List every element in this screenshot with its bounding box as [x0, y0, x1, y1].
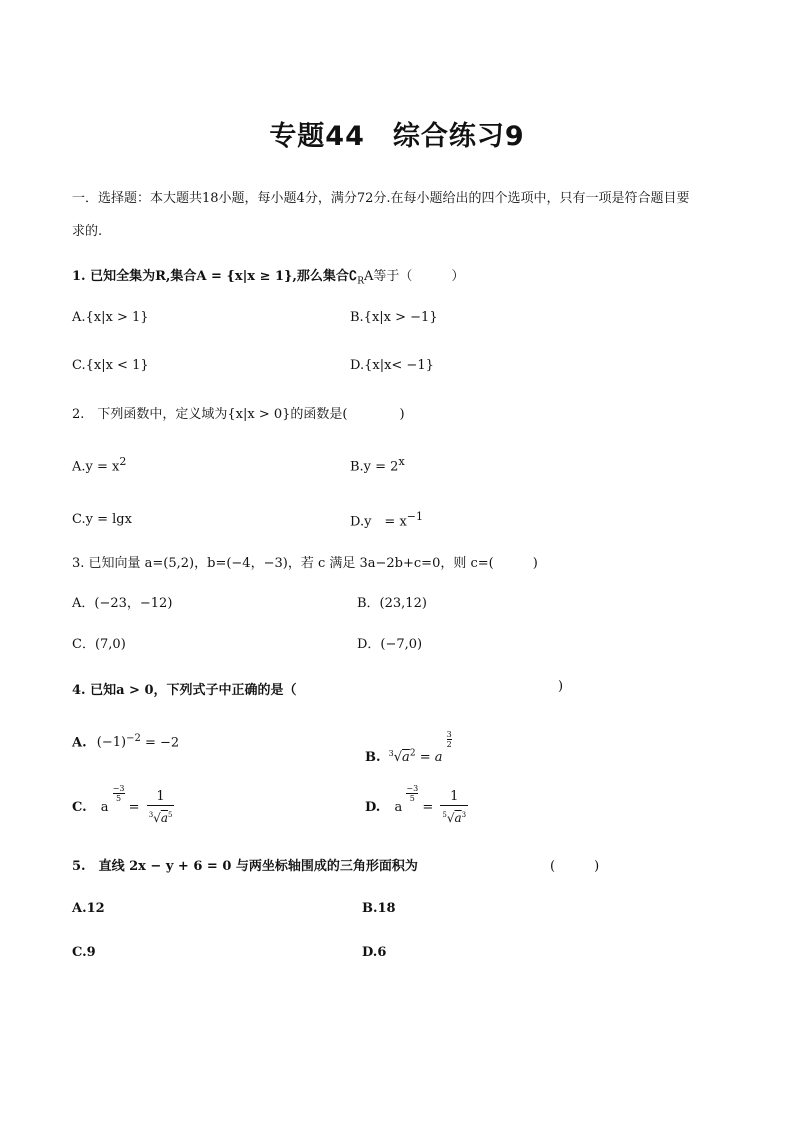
q4-b-radicand: a — [402, 750, 410, 765]
q1-stem-end: A等于（ ） — [363, 269, 465, 284]
q4-d-exp — [406, 784, 418, 803]
q4-option-c: C. a $\frac{-3}{5}$ = $\frac{1}{^3√a^5}$ — [72, 784, 173, 825]
q4-a-base: (−1) — [96, 735, 127, 751]
q1-option-b: B.{x|x > −1} — [350, 310, 438, 325]
q4-a-label: A. — [72, 735, 87, 751]
q4-d-base: a — [394, 800, 403, 815]
radical-icon: √ — [393, 750, 403, 765]
q1-stem — [72, 265, 464, 287]
q4-c-num: 1 — [147, 789, 175, 806]
q2-b-base: B.y = 2 — [350, 459, 399, 475]
q4-c-label: C. — [72, 800, 87, 815]
q4-a-exp: −2 — [126, 733, 141, 744]
q5-option-c: C.9 — [72, 945, 96, 960]
q2-a-base: A.y = x — [72, 459, 120, 475]
q4-b-rhs: a — [434, 750, 443, 765]
q4-b-root-index: 3 — [388, 748, 394, 758]
q2-d-base: D.y = x — [350, 514, 407, 530]
intro-line-2: 求的. — [72, 224, 103, 239]
q2-option-c: C.y = lgx — [72, 512, 132, 527]
q2-option-b — [350, 455, 405, 474]
q4-b-rhs-exp — [447, 730, 452, 749]
q4-d-exp-den: 5 — [409, 794, 415, 803]
intro-line-1: 一．选择题：本大题共18小题，每小题4分，满分72分.在每小题给出的四个选项中，只有一项是符合题目要 — [72, 191, 690, 206]
q4-d-exp-num: −3 — [406, 784, 419, 793]
q4-b-label: B. — [365, 750, 381, 765]
q2-stem: 2. 下列函数中，定义域为{x|x > 0}的函数是( ) — [72, 407, 405, 422]
q3-option-a: A．(−23，−12) — [72, 596, 173, 611]
q4-c-base: a — [100, 800, 109, 815]
q5-option-b: B.18 — [362, 901, 396, 916]
q3-option-b: B．(23,12) — [357, 596, 427, 611]
q3-stem: 3. 已知向量 a=(5,2)，b=(−4，−3)，若 c 满足 3a−2b+c=0，则 c=( ) — [72, 556, 538, 571]
q1-stem-text: 1. 已知全集为R,集合A = {x|x ≥ 1},那么集合∁ — [72, 269, 358, 284]
q4-b-rhs-den: 2 — [446, 740, 452, 749]
q1-option-d: D.{x|x< −1} — [350, 358, 434, 373]
q2-d-exp: −1 — [406, 510, 424, 523]
q4-d-num: 1 — [440, 789, 468, 806]
q5-answer-paren: ( ) — [550, 859, 600, 874]
q4-b-rhs-num: 3 — [446, 730, 452, 739]
q4-d-den: $^5√a^3$ — [442, 810, 467, 825]
q4-b-eq: = — [419, 750, 431, 765]
q1-option-c: C.{x|x < 1} — [72, 358, 149, 373]
q5-option-d: D.6 — [362, 945, 387, 960]
q4-c-exp-den: 5 — [116, 794, 122, 803]
q4-d-label: D. — [365, 800, 381, 815]
q2-b-exp: x — [398, 455, 405, 468]
q2-a-exp: 2 — [119, 455, 127, 468]
q4-c-fraction — [147, 789, 175, 827]
q4-d-fraction — [440, 789, 468, 827]
q4-c-den: $^3√a^5$ — [148, 810, 173, 825]
q4-b-radicand-exp: 2 — [409, 748, 416, 759]
q4-c-exp — [113, 784, 125, 803]
q3-option-d: D．(−7,0) — [357, 637, 423, 652]
q2-option-a — [72, 455, 126, 474]
q4-stem-end: ) — [558, 679, 564, 694]
page-title: 专题44 综合练习9 — [269, 121, 525, 152]
q4-option-d: D. a $\frac{-3}{5}$ = $\frac{1}{^5√a^3}$ — [365, 784, 467, 825]
q5-stem: 5. 直线 2x − y + 6 = 0 与两坐标轴围成的三角形面积为 — [72, 859, 418, 874]
q4-a-rhs: = −2 — [144, 735, 180, 751]
q4-c-exp-num: −3 — [112, 784, 125, 793]
q2-option-d — [350, 510, 423, 529]
q3-option-c: C．(7,0) — [72, 637, 126, 652]
q4-option-a — [72, 733, 179, 750]
q1-option-a: A.{x|x > 1} — [72, 310, 149, 325]
q5-option-a: A.12 — [72, 901, 105, 916]
q1-stem-sub: R — [357, 276, 364, 287]
q4-option-b — [365, 730, 452, 765]
q4-stem: 4. 已知a > 0，下列式子中正确的是（ — [72, 683, 297, 698]
